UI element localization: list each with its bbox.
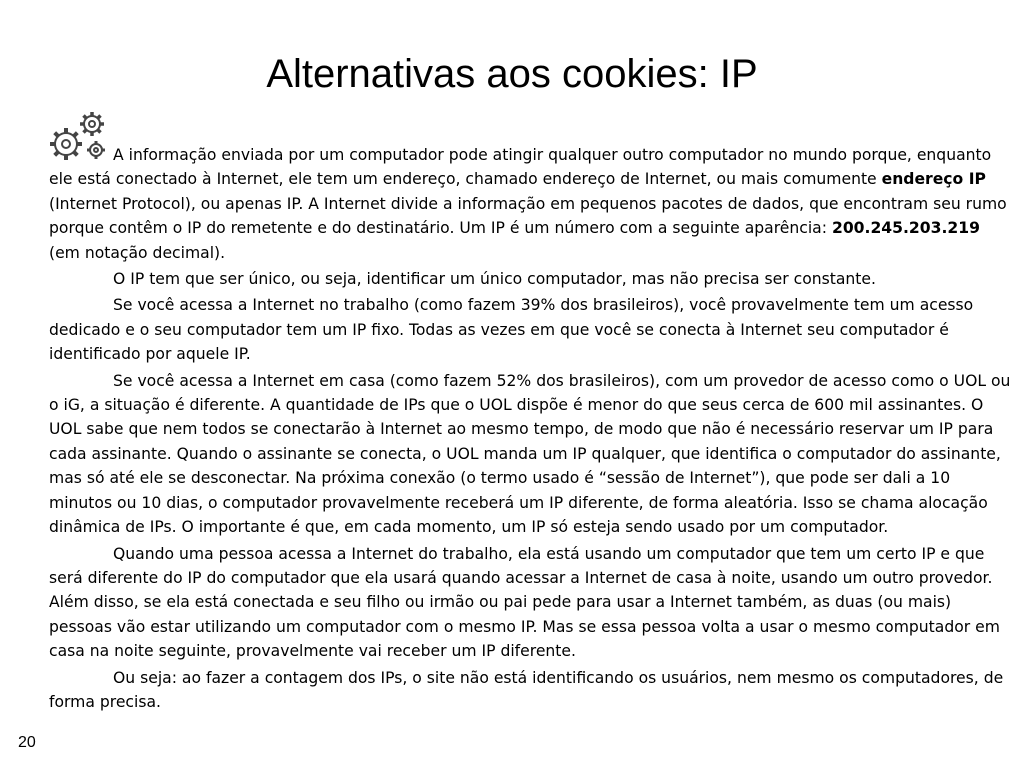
paragraph-ip-definition: A informação enviada por um computador pode atingir qualquer outro computador no mundo porque, enquanto ele está conectado à Internet, ele tem um endereço, chamado endereço de Internet, ou mais comumente endereço IP (Internet Protocol), ou apenas IP. A Internet divide a informação em pequenos pacotes de dados, que encontram seu rumo porque contêm o IP do remetente e do destinatário. Um IP é um número com a seguinte aparência: 200.245.203.219 (em notação decimal). (49, 146, 1007, 262)
paragraph-ip-work-vs-home: Quando uma pessoa acessa a Internet do trabalho, ela está usando um computador que tem um certo IP e que será diferente do IP do computador que ela usará quando acessar a Internet de casa à noite, usando um outro provedor. Além disso, se ela está conectada e seu filho ou irmão ou pai pede para usar a Internet também, as duas (ou mais) pessoas vão estar utilizando um computador com o mesmo IP. Mas se essa pessoa volta a usar o mesmo computador em casa na noite seguinte, provavelmente vai receber um IP diferente. (49, 544, 1000, 661)
slide-body (49, 143, 1015, 714)
page-title: Alternativas aos cookies: IP (266, 52, 758, 96)
bold-ip-example: 200.245.203.219 (831, 219, 980, 238)
paragraph-ip-conclusion: Ou seja: ao fazer a contagem dos IPs, o site não está identificando os usuários, nem mesmo os computadores, de forma precisa. (49, 668, 1004, 711)
bold-term-ip-address: endereço IP (881, 170, 986, 189)
paragraph-ip-home: Se você acessa a Internet em casa (como fazem 52% dos brasileiros), com um provedor de acesso como o UOL ou o iG, a situação é diferente. A quantidade de IPs que o UOL dispõe é menor do que seus cerca de 600 mil assinantes. O UOL sabe que nem todos se conectarão à Internet ao mesmo tempo, de modo que não é necessário reservar um IP para cada assinante. Quando o assinante se conecta, o UOL manda um IP qualquer, que identifica o computador do assinante, mas só até ele se desconectar. Na próxima conexão (o termo usado é “sessão de Internet”), que pode ser dali a 10 minutos ou 10 dias, o computador provavelmente receberá um IP diferente, de forma aleatória. Isso se chama alocação dinâmica de IPs. O importante é que, em cada momento, um IP só esteja sendo usado por um computador. (49, 371, 1011, 537)
paragraph-ip-unique: O IP tem que ser único, ou seja, identificar um único computador, mas não precisa ser constante. (113, 270, 876, 289)
page-number: 20 (18, 734, 36, 751)
paragraph-ip-work: Se você acessa a Internet no trabalho (como fazem 39% dos brasileiros), você provavelmente tem um acesso dedicado e o seu computador tem um IP fixo. Todas as vezes em que você se conecta à Internet seu computador é identificado por aquele IP. (49, 296, 974, 364)
